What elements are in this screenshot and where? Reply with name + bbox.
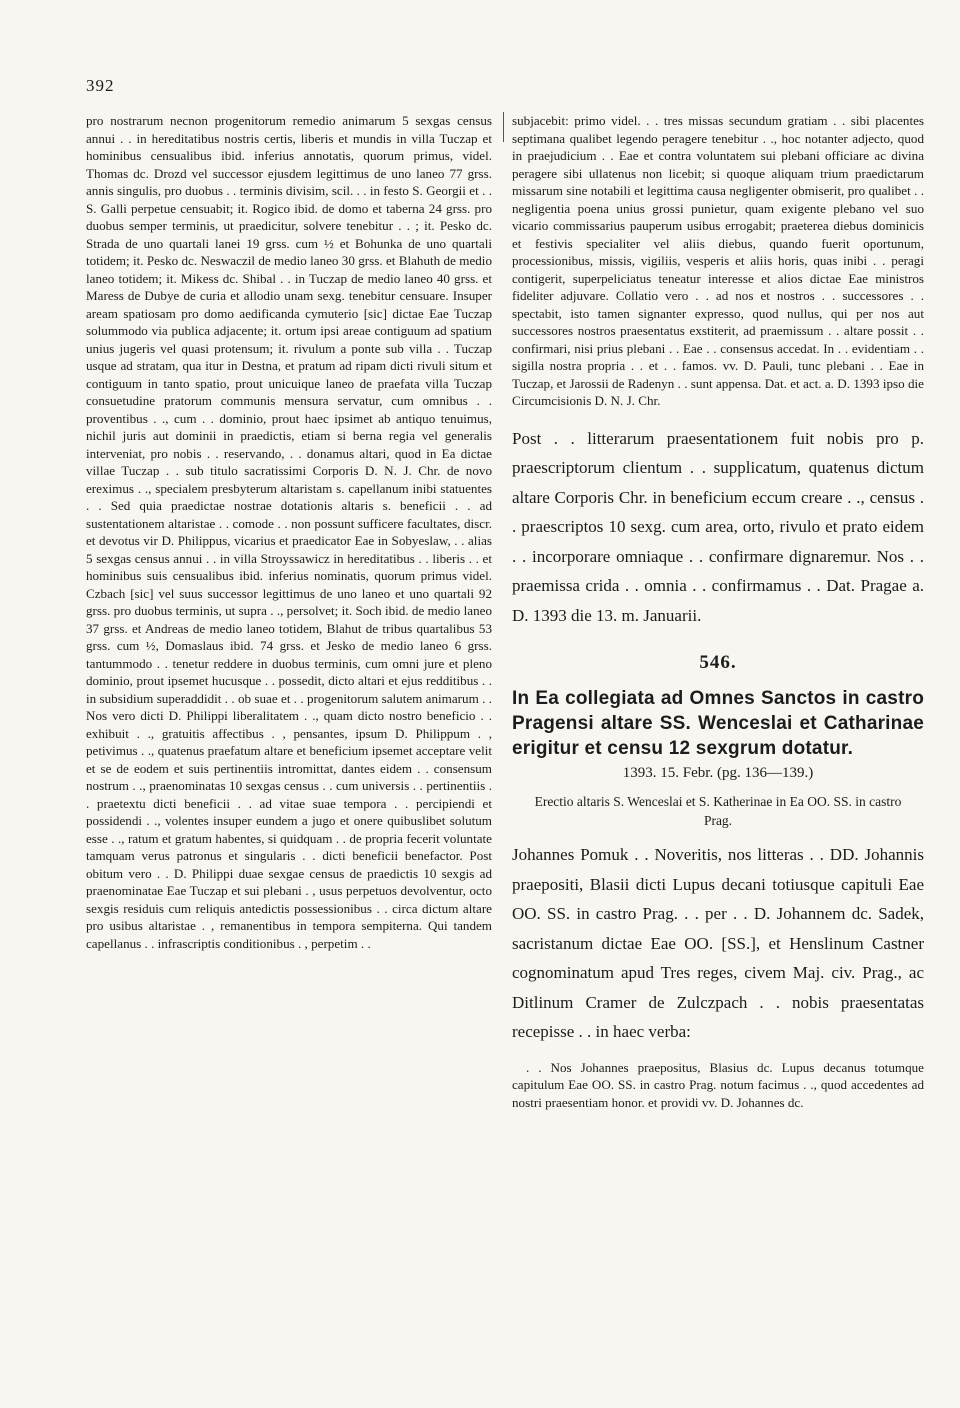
document-rubric: Erectio altaris S. Wenceslai et S. Katherinae in Ea OO. SS. in castro Prag. xyxy=(534,794,902,828)
document-number: 546. xyxy=(699,652,737,673)
document-body: Johannes Pomuk . . Noveritis, nos litteras . . DD. Johannis praepositi, Blasii dicti Lupus decani totiusque capituli Eae OO. SS. in castro Prag. . . per . . D. Johannem dc. Sadek, sacristanum dictae Eae OO. [SS.], et Henslinum Castner cognominatum apud Tres reges, civem Maj. civ. Prag., ac Ditlinum Cramer de Zulczpach . . nobis praesentatas recepisse . . in haec verba: xyxy=(512,845,924,1041)
page-number: 392 xyxy=(86,76,115,95)
quoted-letter: . . Nos Johannes praepositus, Blasius dc. Lupus decanus totumque capitulum Eae OO. SS. in castro Prag. notum facimus . ., quod accedentes ad nostri praesentiam honor. et providi vv. D. Johannes dc. xyxy=(512,1059,924,1110)
charter-continuation: subjacebit: primo videl. . . tres missas secundum gratiam . . sibi placentes septimana qualibet legendo peragere tenebitur . ., hoc notanter adjecto, quod in praejudicium . . Eae et contra voluntatem sui plebani officiare ac divina peragere sibi ullatenus non licebit; si quoque aliquam trium praedictarum missarum sine notabili et legittima causa negligenter obmiserit, pro qualibet . . negligentia poena unius grossi punietur, quam exigente plebano vel suo vicario commissarius pauperum usibus errogabit; praeterea diebus dominicis et festivis specialiter vel aliis diebus, quando fuerit oportunum, processionibus, missis, vigiliis, vesperis et aliis horis, quas inibi . . peragi contigerit, superpeliciatus teneatur interesse et alios dictae Eae ministros fideliter adjuvare. Collatio vero . . ad nos et nostros . . successores . . spectabit, isto tamen signanter expresso, quod nullus, qui per nos aut successores nostros praesentatus exstiterit, ad praemissum . . altare possit . . confirmari, nisi prius plebani . . Eae . . consensus accedat. In . . evidentiam . . sigilla nostra propria . . et . . famos. vv. D. Pauli, tunc plebani . . Eae in Tuczap, et Jarossii de Radenyn . . sunt appensa. Dat. et act. a. D. 1393 ipso die Circumcisionis D. N. J. Chr. xyxy=(512,113,924,408)
left-column xyxy=(86,112,492,952)
column-rule xyxy=(503,112,504,142)
confirmation-paragraph: Post . . litterarum praesentationem fuit nobis pro p. praescriptorum clientum . . supplicatum, quatenus dictum altare Corporis Chr. in beneficium eccum creare . ., census . . praescriptos 10 sexg. cum area, orto, rivulo et prato eidem . . incorporare omniaque . . confirmare dignaremur. Nos . . praemissa crida . . omnia . . confirmamus . . Dat. Pragae a. D. 1393 die 13. m. Januarii. xyxy=(512,428,924,625)
left-column-text: pro nostrarum necnon progenitorum remedio animarum 5 sexgas census annui . . in hereditatibus nostris certis, liberis et mundis in villa Tuczap et hominibus censualibus ibid. inferius annotatis, quorum primus, videl. Thomas dc. Drozd vel successor ejusdem legittimus de uno laneo 77 grss. annis singulis, pro duobus . . terminis divisim, scil. . . in festo S. Georgii et . . S. Galli perpetue censuabit; it. Rogico ibid. de domo et taberna 24 grss. pro duobus semper terminis, ut praedicitur, solvere tenebitur . . ; it. Pesko dc. Strada de uno quartali lanei 19 grss. cum ½ et Bohunka de uno quartali totidem; it. Pesko dc. Neswaczil de medio laneo 30 grss. et Blahuth de medio laneo totidem; it. Mikess dc. Shibal . . in Tuczap de medio laneo 40 grss. et Maress de Dubye de curia et allodio unam sexg. tenebitur censuare. Insuper aream spatiosam pro domo aedificanda cymuterio [sic] dictae Eae Tuczap solummodo via publica adjacente; it. ortum ipsi areae contiguum ad spatium unius jugeris vel quasi protensum; it. rivulum a ponte sub villa . . Tuczap usque ad stratam, qua itur in Destna, et pratum ad ripam dicti rivuli situm et contiguum in tanto spatio, prout unicuique laneo de praefata villa Tuczap consuetudine pratorum communis mensura servatur, cum omnibus . . proventibus . ., cum . . dominio, prout haec ipsimet ab antiquo tenuimus, nichil juris aut dominii in praedictis, etiam si berna regia vel generalis interveniat, pro nobis . . reservando, . . donamus altari, quod in Ea dictae villae Tuczap . . sub titulo sacratissimi Corporis D. N. J. Chr. de novo ereximus . ., specialem presbyterum altaristam s. capellanum inibi statuentes . . Sed quia praedictae nostrae dotationis altaris s. beneficii . . ad sustentationem altaristae . . comode . . non possunt sufficere facultates, discr. et devotus vir D. Philippus, vicarius et praedicator Eae in Sobyeslaw, . . alias 5 sexgas census annui . . in villa Stroyssawicz in hereditatibus . . liberis . . et hominibus suis censualibus ibid. inferius nominatis, quorum primus videl. Czbach [sic] vel suus successor legittimus de uno laneo et uno quartali 92 grss. pro duobus terminis, ut supra . ., persolvet; it. Soch ibid. de medio laneo 37 grss. et Andreas de medio laneo totidem, Blahut de tribus quartalibus 53 grss. cum ½, Domaslaus ibid. 74 grss. et Jesko de medio laneo 6 grss. tantummodo . . tenetur reddere in duobus terminis, cum omni jure et pleno dominio, prout ipsemet hucusque . . possedit, dicto altari et ejus redditibus . . in subsidium superaddidit . . ob suae et . . progenitorum salutem animarum . . Nos vero dicti D. Philippi liberalitatem . ., quam dicto nostro beneficio . . exhibuit . ., gratuitis affectibus . , pensantes, ipsum D. Philippum . , petivimus . ., quatenus praefatum altare et beneficium ipsemet acceptare velit et se de eodem et suis pertinentiis intromittat, dantes eidem . . consensum nostrum . ., praenominatas 10 sexgas census . . cum universis . . pertinentiis . . praetextu dicti beneficii . . ad vitae suae tempora . . percipiendi et possidendi . ., volentes insuper eundem a jugo et onere quibuslibet solutum esse . ., ratum et gratum habentes, si quidquam . . de propria fecerit voluntate tamquam verus patronus et singularis . . dicti beneficii benefactor. Post obitum vero . . D. Philippi duae sexgae census de praedictis 10 sexgis ad praenominatae Eae Tuczap et sui plebani . , usus perpetuos devolventur, octo sexgis residuis cum reliquis antedictis possessionibus . . circa dictum altare pro usibus altaristae . , remanentibus in tempora sempiterna. Qui tandem capellanus . . infrascriptis conditionibus . , perpetim . . xyxy=(86,113,492,951)
document-heading: In Ea collegiata ad Omnes Sanctos in castro Pragensi altare SS. Wenceslai et Catharinae erigitur et censu 12 sexgrum dotatur. xyxy=(512,688,924,759)
document-date: 1393. 15. Febr. (pg. 136—139.) xyxy=(622,765,814,781)
right-column xyxy=(512,112,924,1111)
